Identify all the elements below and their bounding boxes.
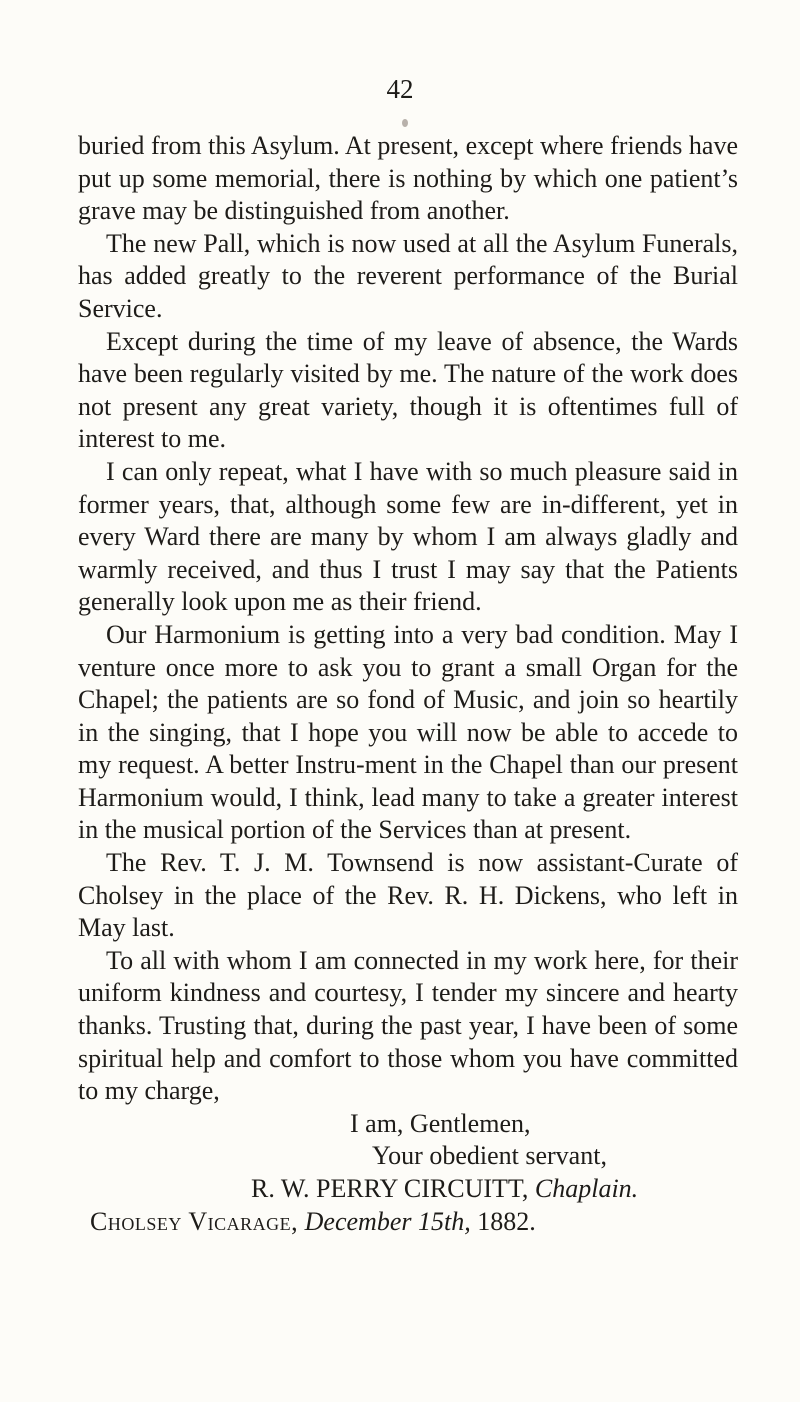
date-year: 1882.	[477, 1206, 536, 1236]
date-day: 15th,	[418, 1206, 471, 1236]
salutation: I am, Gentlemen,	[350, 1108, 531, 1138]
valediction: Your obedient servant,	[372, 1141, 607, 1171]
paragraph-3: Except during the time of my leave of absence, the Wards have been regularly visited by me. The nature of the work does not present any great variety, though it is oftentimes full of interest to me.	[78, 326, 738, 454]
place-date-line	[78, 1206, 738, 1239]
paragraph-5: Our Harmonium is getting into a very bad condition. May I venture once more to ask you to grant a small Organ for the Chapel; the patients are so fond of Music, and join so heartily in the singing, that I hope you will now be able to accede to my request. A better Instru-ment in the Chapel than our present Harmonium would, I think, lead many to take a greater interest in the musical portion of the Services than at present.	[78, 619, 738, 845]
signature-title: Chaplain.	[534, 1174, 639, 1203]
place: Cholsey Vicarage,	[90, 1206, 299, 1236]
paragraph-2: The new Pall, which is now used at all the Asylum Funerals, has added greatly to the reverent performance of the Burial Service.	[78, 228, 738, 323]
paragraph-6: The Rev. T. J. M. Townsend is now assistant-Curate of Cholsey in the place of the Rev. R. H. Dickens, who left in May last.	[78, 848, 738, 943]
paragraph-7: To all with whom I am connected in my work here, for their uniform kindness and courtesy, I tender my sincere and hearty thanks. Trusting that, during the past year, I have been of some spiritual help and comfort to those whom you have committed to my charge,	[78, 945, 738, 1106]
page-number: 42	[386, 74, 414, 104]
paragraph-4: I can only repeat, what I have with so much pleasure said in former years, that, although some few are in-different, yet in every Ward there are many by whom I am always gladly and warmly received, and thus I trust I may say that the Patients generally look upon me as their friend.	[78, 456, 738, 617]
paragraph-1: buried from this Asylum. At present, except where friends have put up some memorial, there is nothing by which one patient’s grave may be distinguished from another.	[78, 131, 738, 226]
ink-speck	[402, 119, 408, 127]
report-body	[78, 130, 738, 1238]
signature-name: R. W. PERRY CIRCUITT,	[251, 1174, 529, 1203]
signature	[78, 1173, 738, 1206]
date-month: December	[304, 1206, 412, 1236]
